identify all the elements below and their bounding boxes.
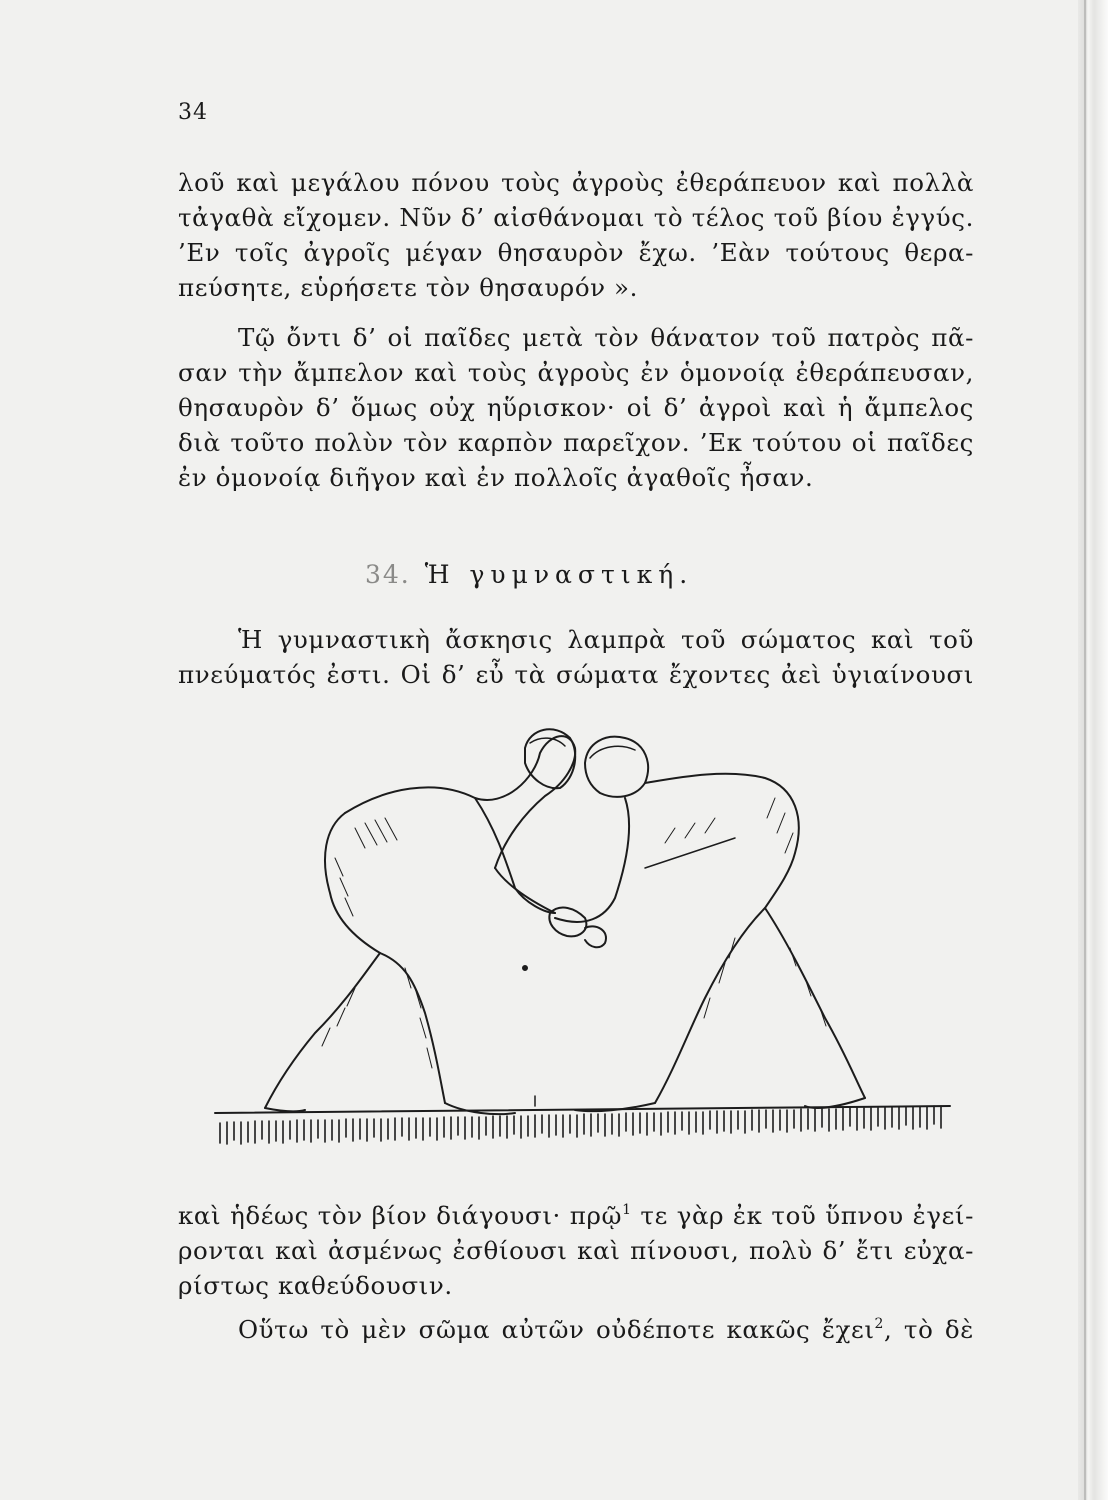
wrestlers-illustration-icon <box>205 718 965 1168</box>
section-heading <box>365 560 693 589</box>
text-line: ἐν ὁμονοίᾳ διῆγον καὶ ἐν πολλοῖς ἀγαθοῖς ἦσαν. <box>178 463 814 492</box>
text-line <box>178 1198 974 1233</box>
text-line <box>178 1312 974 1347</box>
text-line: Ἡ γυμναστικὴ ἄσκησις λαμπρὰ τοῦ σώματος καὶ τοῦ <box>238 625 974 654</box>
text-segment: , τὸ δὲ <box>884 1315 974 1344</box>
text-line: λοῦ καὶ μεγάλου πόνου τοὺς ἀγροὺς ἐθεράπευον καὶ πολλὰ <box>178 168 974 197</box>
text-line: διὰ τοῦτο πολὺν τὸν καρπὸν παρεῖχον. ’Εκ τούτου οἱ παῖδες <box>178 428 974 457</box>
text-line: πνεύματός ἐστι. Οἱ δ’ εὖ τὰ σώματα ἔχοντες ἀεὶ ὑγιαίνουσι <box>178 660 974 689</box>
footnote-marker: 2 <box>874 1316 885 1332</box>
text-segment: Οὕτω τὸ μὲν σῶμα αὐτῶν οὐδέποτε κακῶς ἔχει <box>238 1315 875 1344</box>
last-paragraph <box>178 1312 974 1347</box>
section-paragraph <box>178 622 974 692</box>
text-line: τἀγαθὰ εἴχομεν. Νῦν δ’ αἰσθάνομαι τὸ τέλος τοῦ βίου ἐγγύς. <box>178 203 974 232</box>
second-paragraph <box>178 320 974 495</box>
text-line: ’Εν τοῖς ἀγροῖς μέγαν θησαυρὸν ἔχω. ’Εὰν τούτους θερα- <box>178 238 974 267</box>
page-edge <box>1078 0 1108 1500</box>
text-segment: καὶ ἡδέως τὸν βίον διάγουσι· πρῷ <box>178 1201 623 1230</box>
page-number: 34 <box>178 100 208 125</box>
text-line: Τῷ ὄντι δ’ οἱ παῖδες μετὰ τὸν θάνατον τοῦ πατρὸς πᾶ- <box>238 323 974 352</box>
text-line: θησαυρὸν δ’ ὅμως οὐχ ηὕρισκον· οἱ δ’ ἀγροὶ καὶ ἡ ἄμπελος <box>178 393 974 422</box>
text-line: ρονται καὶ ἀσμένως ἐσθίουσι καὶ πίνουσι, πολὺ δ’ ἔτι εὐχα- <box>178 1236 974 1265</box>
text-line: πεύσητε, εὑρήσετε τὸν θησαυρόν ». <box>178 273 639 302</box>
footnote-marker: 1 <box>622 1202 632 1218</box>
text-line: σαν τὴν ἄμπελον καὶ τοὺς ἀγροὺς ἐν ὁμονοίᾳ ἐθεράπευσαν, <box>178 358 974 387</box>
section-title: Ἡ γυμναστική. <box>424 560 694 589</box>
top-paragraph <box>178 165 974 305</box>
binding-line <box>1084 0 1086 1500</box>
text-line: ρίστως καθεύδουσιν. <box>178 1271 453 1300</box>
section-number: 34. <box>365 560 411 589</box>
bottom-paragraph <box>178 1198 974 1303</box>
text-segment: τε γὰρ ἐκ τοῦ ὕπνου ἐγεί- <box>631 1201 974 1230</box>
